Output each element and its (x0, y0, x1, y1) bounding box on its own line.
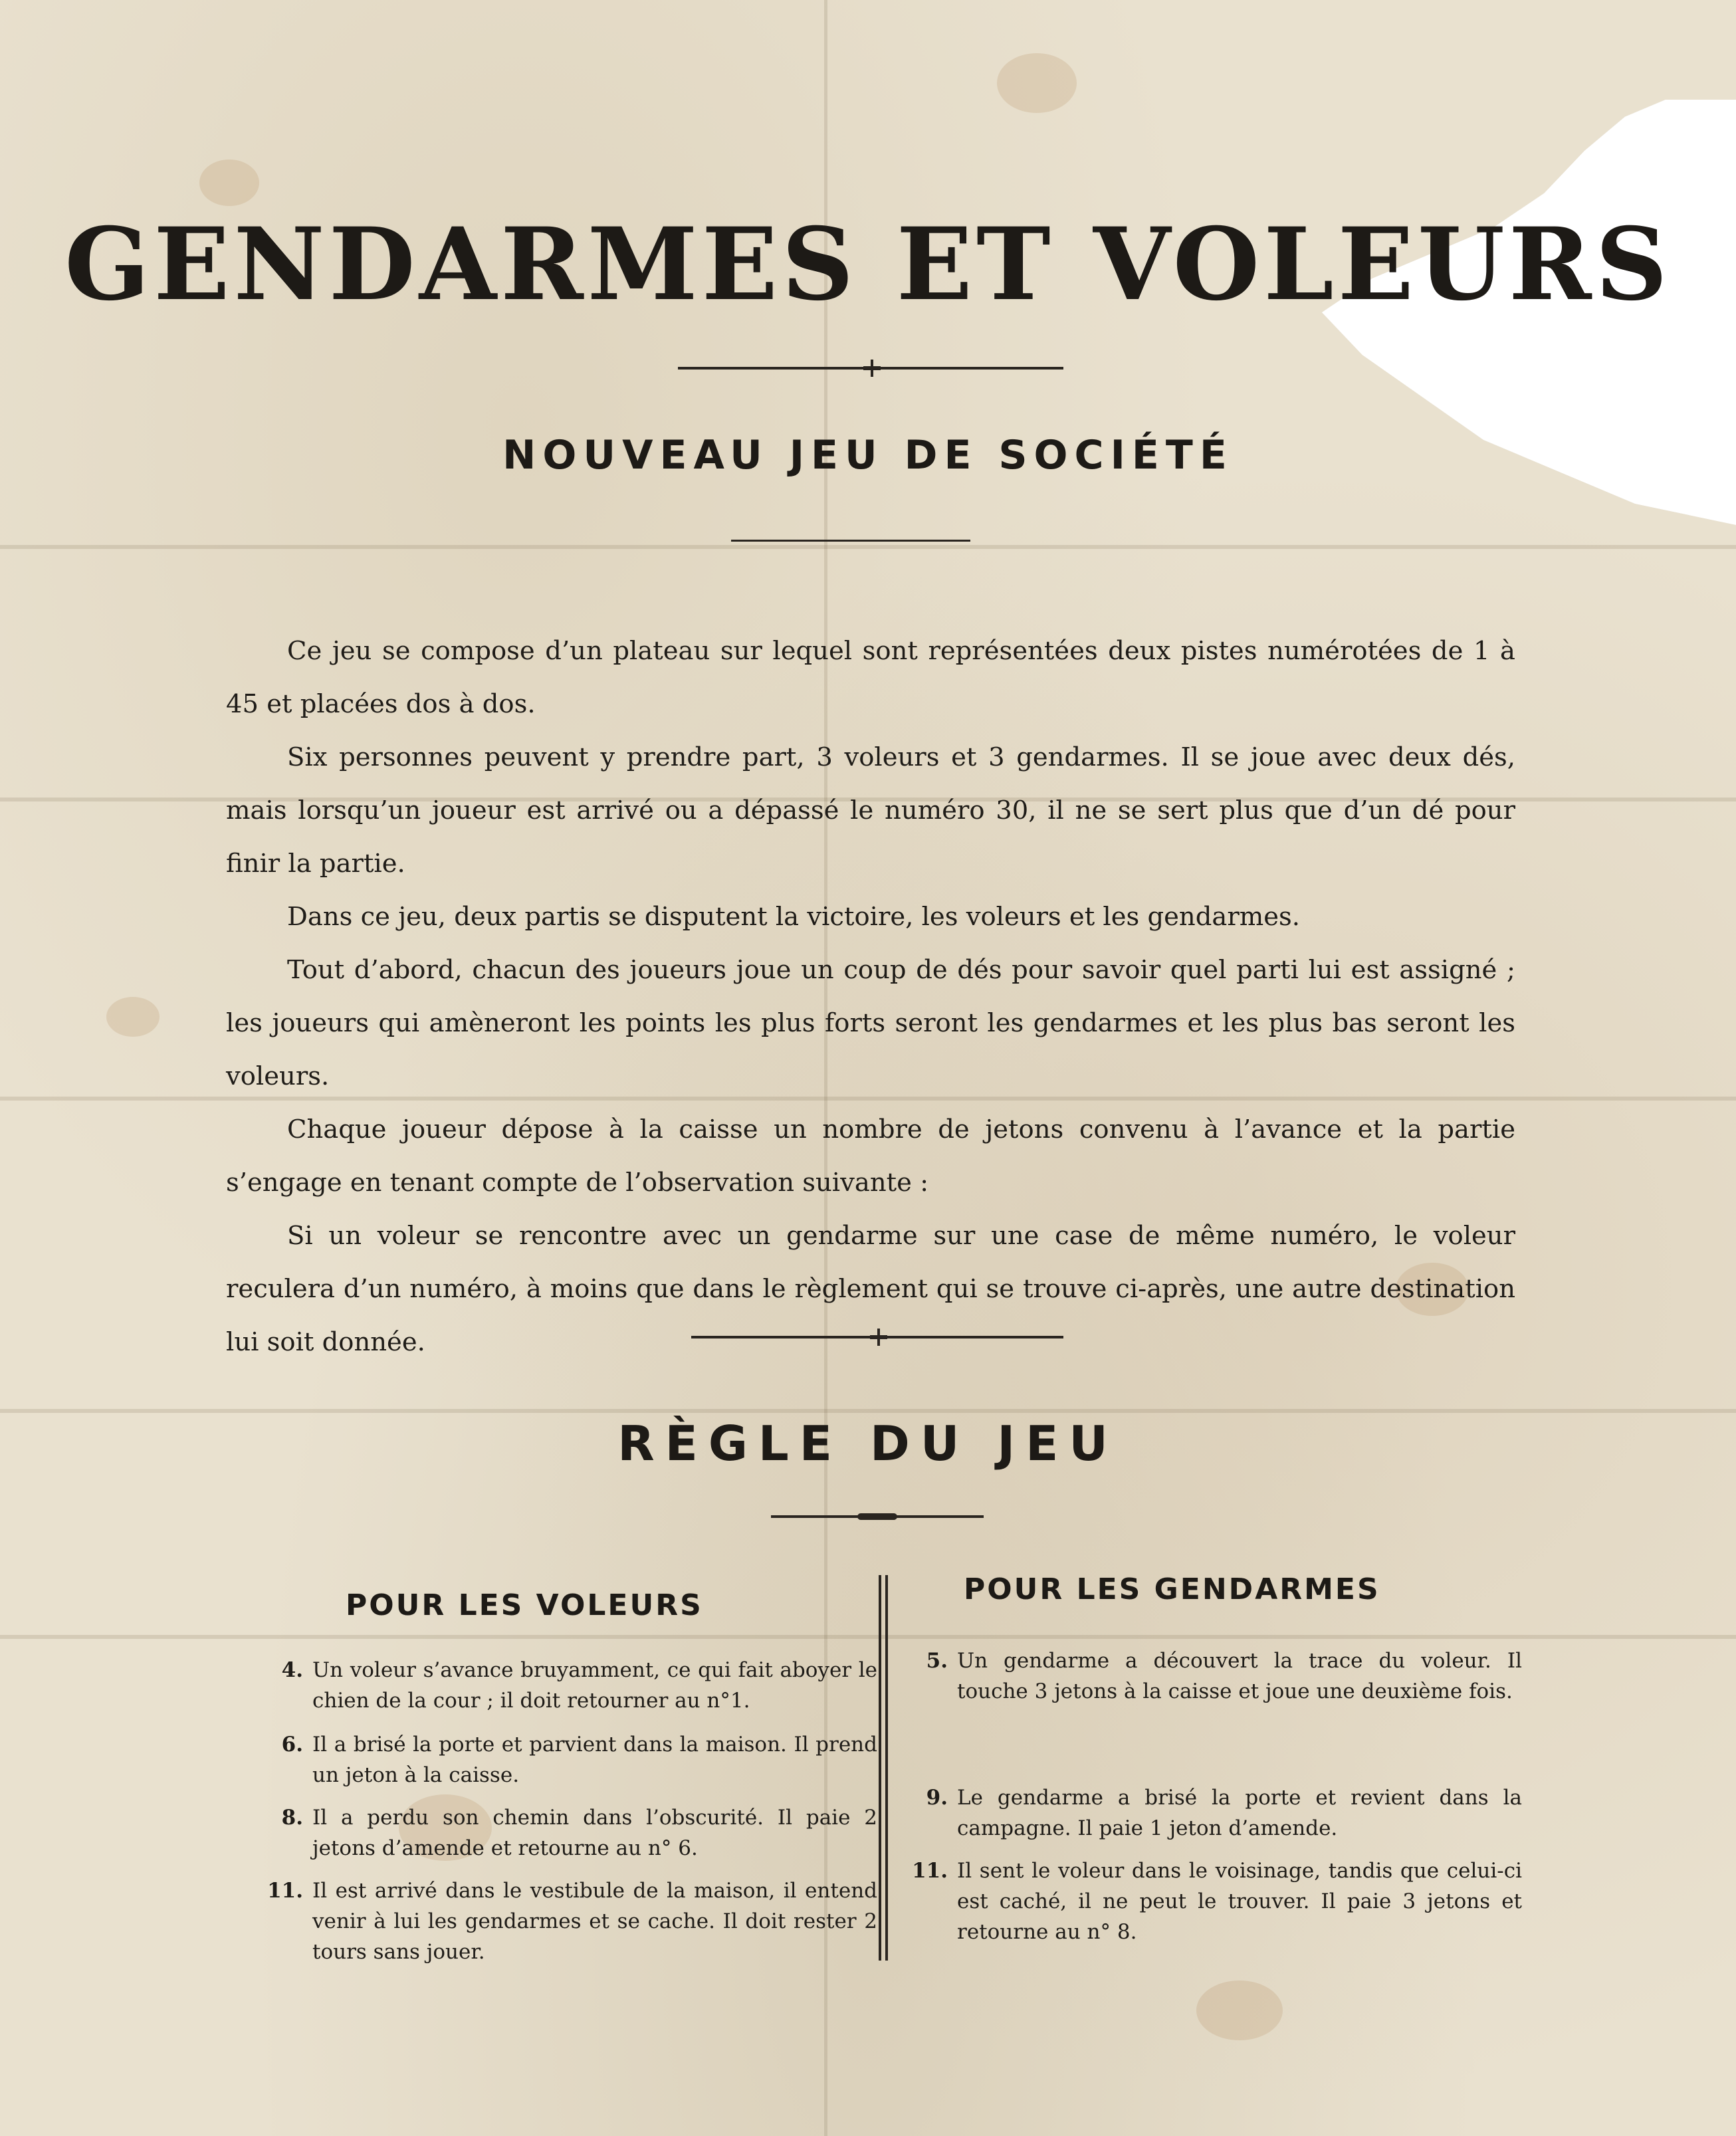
intro-paragraph: Six personnes peuvent y prendre part, 3 voleurs et 3 gendarmes. Il se joue avec deux dés, mais lorsqu’un joueur est arrivé ou a dépassé le numéro 30, il ne se sert plus que d’un dé pour finir la partie. (226, 742, 1515, 879)
rule-item (911, 1646, 1522, 1707)
rule-number: 11. (267, 1879, 303, 1903)
gendarmes-heading: POUR LES GENDARMES (964, 1572, 1380, 1606)
stain (997, 53, 1077, 113)
rule-text: Il est arrivé dans le vestibule de la maison, il entend venir à lui les gendarmes et se cache. Il doit rester 2 tours sans jouer. (312, 1879, 877, 1964)
stain (1196, 1980, 1283, 2040)
rule-item (266, 1802, 877, 1864)
fold-line (0, 1635, 1736, 1639)
rule-text: Il sent le voleur dans le voisinage, tandis que celui-ci est caché, il ne peut le trouver. Il paie 3 jetons et retourne au n° 8. (957, 1859, 1522, 1944)
voleurs-rules (266, 1655, 877, 1967)
ornament-divider (771, 1515, 984, 1518)
rule-item (266, 1729, 877, 1790)
rule-text: Un gendarme a découvert la trace du voleur. Il touche 3 jetons à la caisse et joue une deuxième fois. (957, 1649, 1522, 1703)
fold-line (0, 545, 1736, 549)
rule-item (911, 1856, 1522, 1947)
page-subtitle: NOUVEAU JEU DE SOCIÉTÉ (502, 432, 1234, 479)
intro-paragraph: Chaque joueur dépose à la caisse un nombre de jetons convenu à l’avance et la partie s’engage en tenant compte de l’observation suivante : (226, 1115, 1515, 1198)
rule-number: 6. (281, 1733, 303, 1757)
rule-number: 11. (912, 1859, 948, 1883)
ornament-divider (691, 1336, 1063, 1338)
rule-item (266, 1875, 877, 1967)
rule-number: 8. (281, 1806, 303, 1830)
intro-paragraph: Si un voleur se rencontre avec un gendarme sur une case de même numéro, le voleur reculera d’un numéro, à moins que dans le règlement qui se trouve ci-après, une autre destination lui soit donnée. (226, 1221, 1515, 1357)
stain (106, 997, 160, 1037)
intro-paragraph: Dans ce jeu, deux partis se disputent la victoire, les voleurs et les gendarmes. (287, 902, 1301, 932)
rule-text: Il a brisé la porte et parvient dans la maison. Il prend un jeton à la caisse. (312, 1733, 877, 1787)
ornament-divider (678, 367, 1063, 370)
column-separator (879, 1575, 888, 1961)
rule-number: 9. (926, 1786, 948, 1810)
rule-number: 4. (281, 1658, 303, 1682)
rule-text: Il a perdu son chemin dans l’obscurité. Il paie 2 jetons d’amende et retourne au n° 6. (312, 1806, 877, 1860)
gendarmes-rules (911, 1646, 1522, 1958)
rule-number: 5. (926, 1649, 948, 1673)
rule-item (266, 1655, 877, 1716)
voleurs-heading: POUR LES VOLEURS (346, 1588, 703, 1622)
rule-text: Le gendarme a brisé la porte et revient dans la campagne. Il paie 1 jeton d’amende. (957, 1786, 1522, 1840)
rule-text: Un voleur s’avance bruyamment, ce qui fait aboyer le chien de la cour ; il doit retourner au n°1. (312, 1658, 877, 1713)
short-divider (731, 540, 970, 542)
intro-text (226, 625, 1515, 1369)
intro-paragraph: Ce jeu se compose d’un plateau sur lequel sont représentées deux pistes numérotées de 1 à 45 et placées dos à dos. (226, 636, 1515, 719)
page-title: GENDARMES ET VOLEURS (64, 206, 1672, 323)
fold-line (0, 1409, 1736, 1413)
rule-item (911, 1782, 1522, 1844)
rules-title: RÈGLE DU JEU (617, 1416, 1119, 1471)
intro-paragraph: Tout d’abord, chacun des joueurs joue un coup de dés pour savoir quel parti lui est assigné ; les joueurs qui amèneront les points les plus forts seront les gendarmes et les plus bas seront les voleurs. (226, 955, 1515, 1091)
stain (199, 160, 259, 206)
